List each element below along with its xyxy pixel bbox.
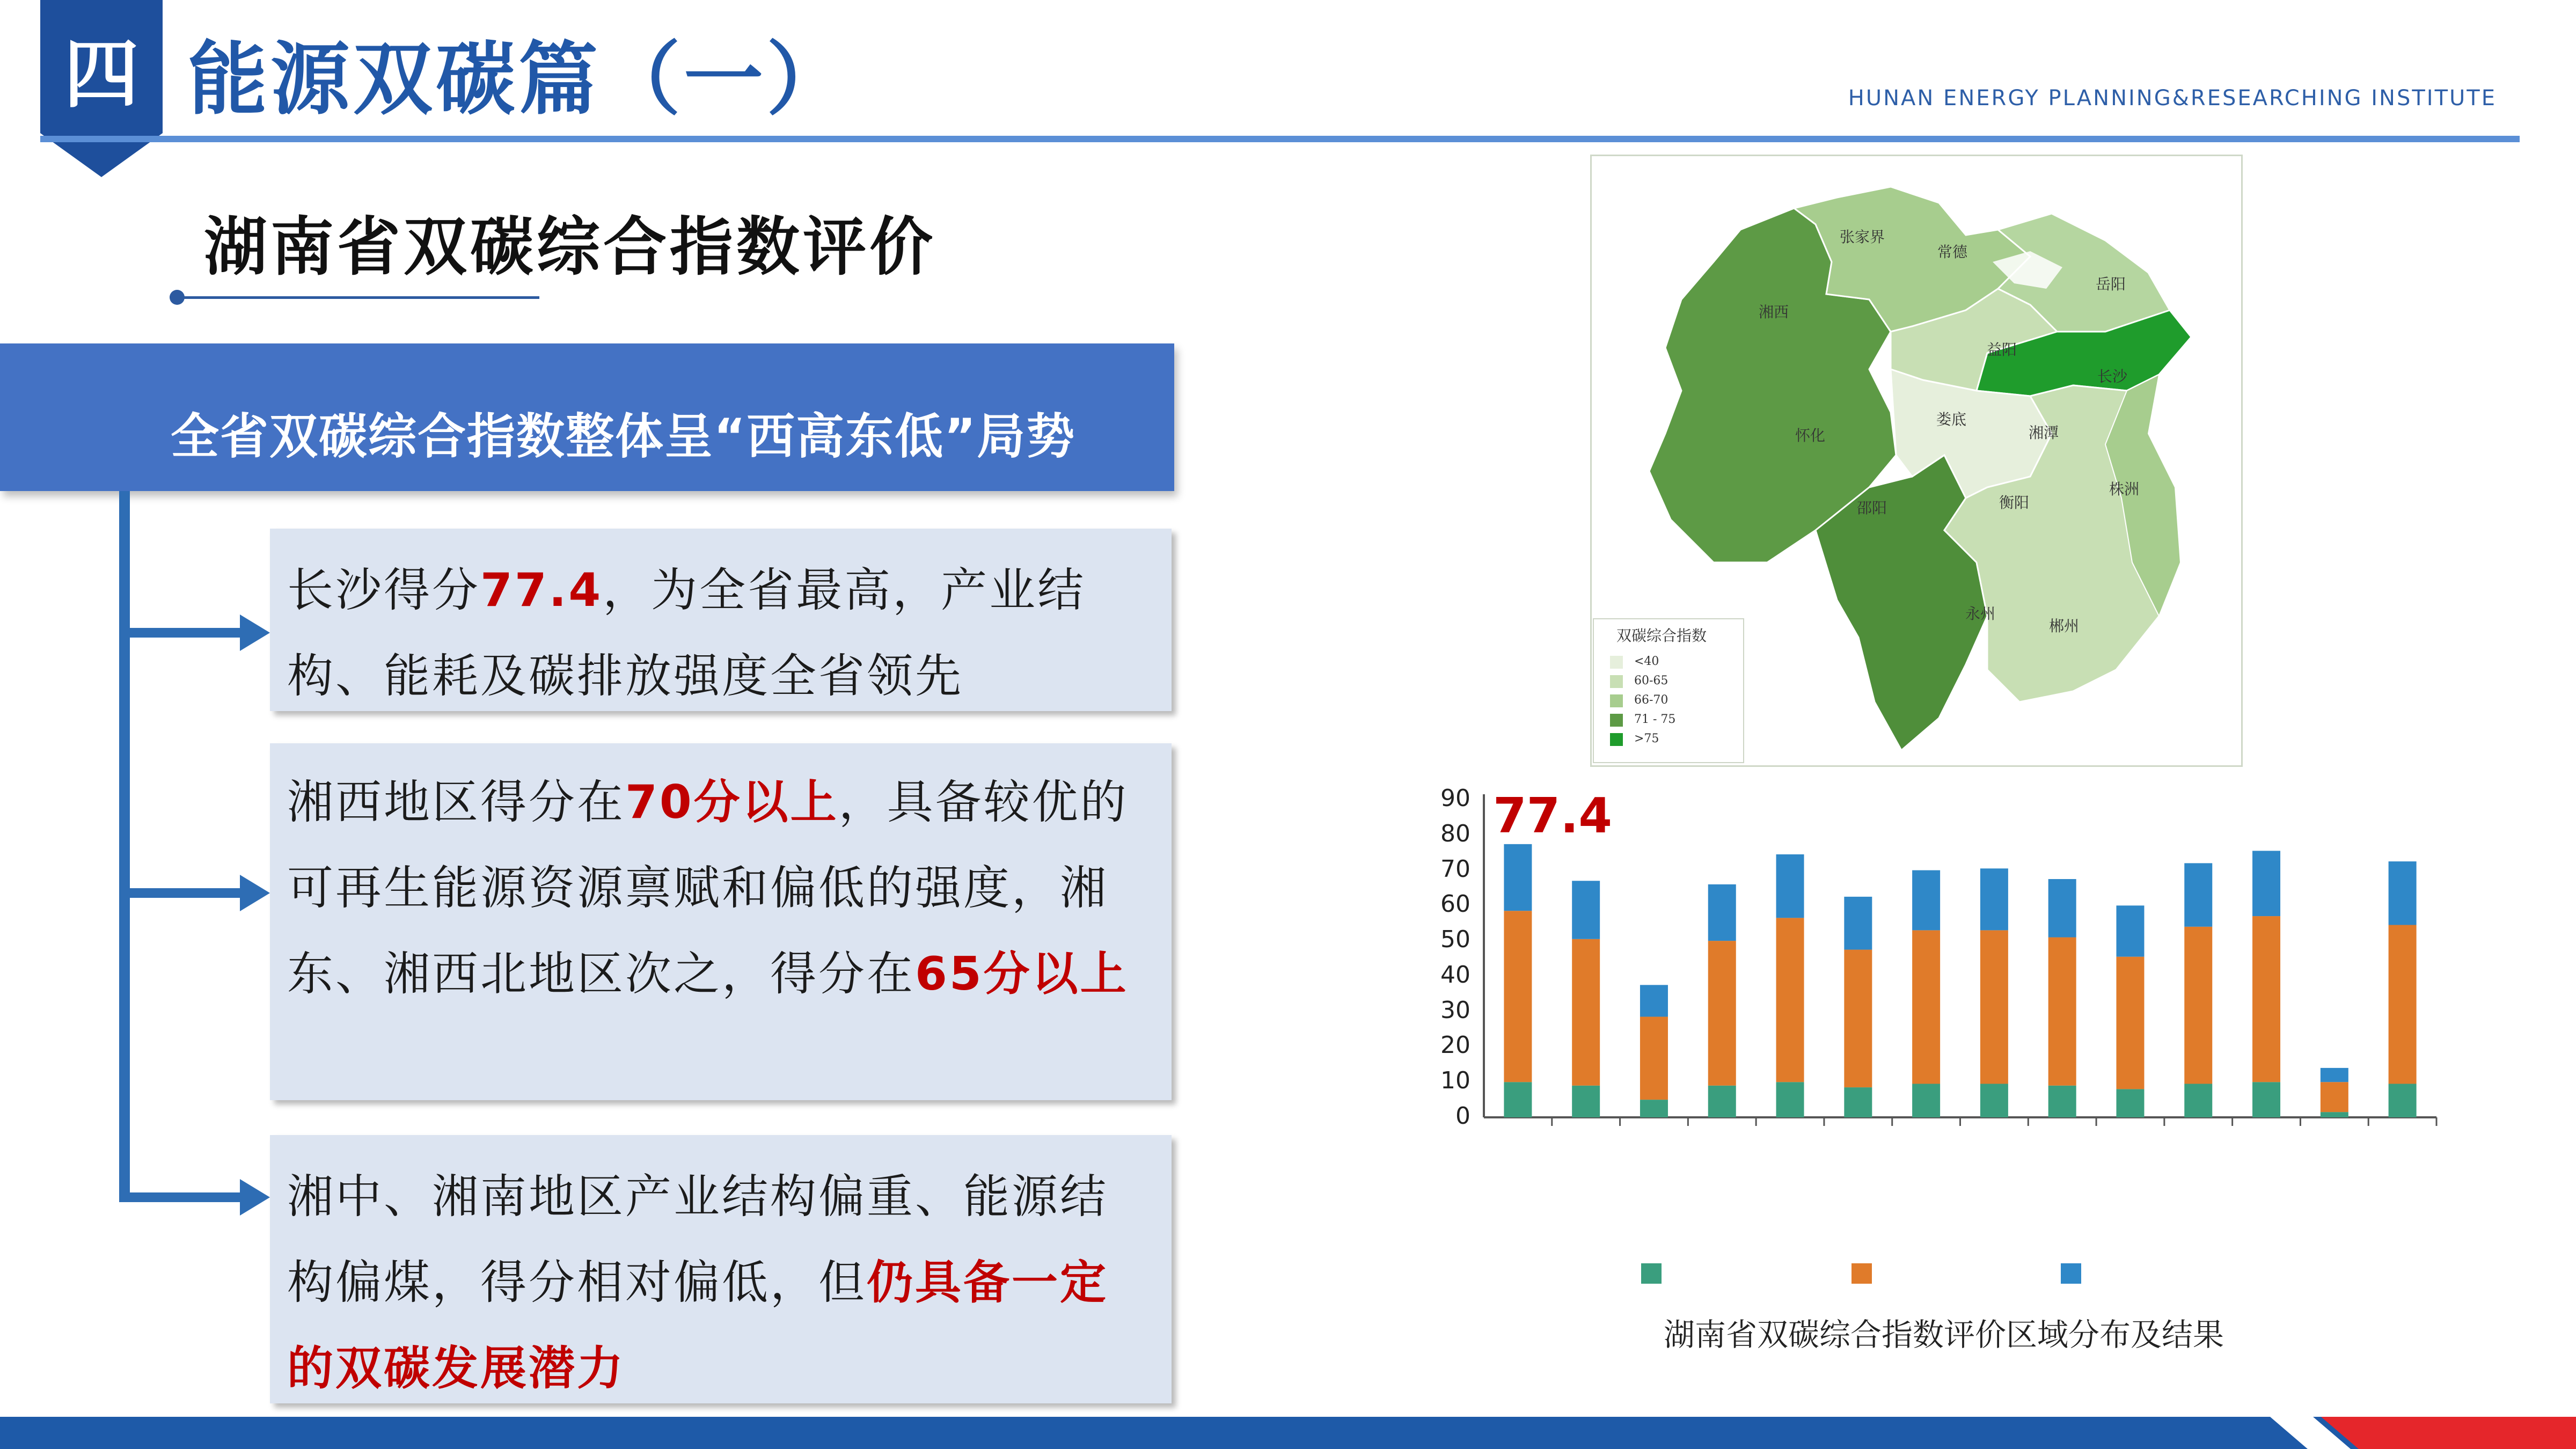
bar-segment-1-3	[1504, 844, 1532, 911]
footer-bar	[0, 1417, 2576, 1449]
bar-segment-5-2	[1776, 918, 1804, 1082]
bar-segment-2-3	[1572, 881, 1600, 939]
map-label-yueyang: 岳阳	[2096, 275, 2126, 293]
bar-segment-11-3	[2184, 863, 2212, 926]
bar-segment-14-1	[2389, 1084, 2417, 1117]
bar-segment-5-3	[1776, 854, 1804, 918]
bar-segment-1-2	[1504, 911, 1532, 1082]
summary-banner-text: 全省双碳综合指数整体呈“西高东低”局势	[171, 408, 1076, 465]
y-tick-label: 90	[1440, 785, 1470, 812]
y-tick-label: 80	[1440, 819, 1470, 847]
point-2-segment-4: 65分以上	[915, 947, 1129, 1001]
point-1-segment-2: 77.4	[480, 564, 603, 617]
point-2-segment-2: 70分以上	[625, 775, 839, 829]
bar-segment-8-3	[1980, 868, 2008, 930]
point-2-segment-1: 湘西地区得分在	[287, 775, 625, 829]
chart-legend-swatch-1	[1641, 1263, 1662, 1284]
bar-segment-5-1	[1776, 1082, 1804, 1117]
bar-segment-11-1	[2184, 1084, 2212, 1117]
point-1-segment-1: 长沙得分	[287, 564, 480, 617]
bar-segment-2-1	[1572, 1086, 1600, 1117]
bar-segment-13-1	[2321, 1112, 2348, 1117]
bar-segment-1-1	[1504, 1082, 1532, 1117]
map-label-yongzhou: 永州	[1965, 605, 1996, 623]
point-3-segment-1: 湘中、湘南地区产业结构偏重、能源结构偏煤，得分相对偏低，但	[287, 1170, 1108, 1309]
map-label-xiangxi: 湘西	[1759, 303, 1789, 321]
map-legend-title: 双碳综合指数	[1616, 627, 1707, 645]
bar-segment-3-3	[1640, 985, 1668, 1016]
map-legend-label: 71 - 75	[1634, 713, 1676, 726]
chart-legend-swatch-3	[2061, 1263, 2081, 1284]
bar-segment-14-3	[2389, 861, 2417, 925]
map-label-xiangtan: 湘潭	[2029, 424, 2059, 442]
section-number: 四	[63, 31, 139, 119]
bar-segment-7-2	[1912, 930, 1940, 1084]
institute-name: HUNAN ENERGY PLANNING&RESEARCHING INSTITUTE	[1848, 86, 2497, 111]
bar-segment-12-2	[2252, 916, 2280, 1082]
y-tick-label: 70	[1440, 855, 1470, 883]
map-label-hengyang: 衡阳	[1999, 494, 2030, 511]
map-label-zhuzhou: 株洲	[2109, 480, 2140, 498]
bar-segment-3-1	[1640, 1100, 1668, 1117]
map-label-huaihua: 怀化	[1795, 427, 1826, 444]
y-tick-label: 10	[1440, 1067, 1470, 1095]
map-label-changde: 常德	[1937, 243, 1968, 261]
bar-segment-13-3	[2321, 1068, 2348, 1082]
bar-segment-6-3	[1844, 897, 1872, 950]
y-tick-label: 0	[1455, 1102, 1470, 1130]
bar-segment-8-1	[1980, 1084, 2008, 1117]
map-legend-label: 66-70	[1634, 693, 1668, 707]
chart-legend-swatch-2	[1851, 1263, 1872, 1284]
bar-segment-10-3	[2116, 905, 2144, 956]
bar-segment-9-2	[2048, 938, 2076, 1086]
map-legend-label: 60-65	[1634, 674, 1668, 687]
bar-segment-12-3	[2252, 851, 2280, 916]
bar-segment-2-2	[1572, 939, 1600, 1086]
y-tick-label: 40	[1440, 961, 1470, 989]
bar-segment-6-1	[1844, 1087, 1872, 1117]
bar-segment-9-1	[2048, 1086, 2076, 1117]
bar-segment-14-2	[2389, 925, 2417, 1084]
bar-segment-7-3	[1912, 870, 1940, 931]
point-1-segment-3: ，为全省最高，产业结构、能耗及碳排放强度全省领先	[287, 564, 1086, 703]
bar-segment-10-2	[2116, 957, 2144, 1089]
footer-logo-stripes	[2270, 1406, 2576, 1449]
map-legend-label: <40	[1634, 655, 1659, 668]
map-label-shaoyang: 邵阳	[1857, 499, 1887, 517]
bar-segment-4-3	[1708, 884, 1736, 941]
bar-segment-13-2	[2321, 1082, 2348, 1112]
highlight-value: 77.4	[1493, 788, 1613, 844]
bar-segment-11-2	[2184, 927, 2212, 1084]
y-tick-label: 60	[1440, 890, 1470, 918]
bar-segment-6-2	[1844, 950, 1872, 1088]
y-tick-label: 50	[1440, 926, 1470, 954]
map-label-chenzhou: 郴州	[2049, 617, 2080, 635]
y-tick-label: 30	[1440, 996, 1470, 1024]
bar-segment-4-1	[1708, 1086, 1736, 1117]
section-subtitle: 湖南省双碳综合指数评价	[204, 210, 936, 284]
y-tick-label: 20	[1440, 1031, 1470, 1059]
bar-segment-3-2	[1640, 1017, 1668, 1100]
bar-segment-7-1	[1912, 1084, 1940, 1117]
bar-segment-12-1	[2252, 1082, 2280, 1117]
map-label-changsha: 长沙	[2097, 368, 2128, 385]
bar-segment-8-2	[1980, 930, 2008, 1084]
map-legend-label: >75	[1634, 732, 1659, 745]
map-label-yiyang: 益阳	[1987, 341, 2017, 358]
bar-segment-10-1	[2116, 1089, 2144, 1117]
page-title: 能源双碳篇（一）	[188, 33, 849, 126]
bar-segment-4-2	[1708, 941, 1736, 1086]
bar-segment-9-3	[2048, 879, 2076, 938]
point-2-segment-3: ，具备较优的可再生能源资源禀赋和偏低的强度，湘东、湘西北地区次之，得分在	[287, 775, 1129, 1001]
point-3-segment-2: 仍具备一定的双碳发展潜力	[287, 1256, 1108, 1395]
chart-caption: 湖南省双碳综合指数评价区域分布及结果	[1664, 1316, 2224, 1353]
map-label-loudi: 娄底	[1936, 411, 1967, 428]
map-label-zhangjiajie: 张家界	[1840, 228, 1885, 246]
